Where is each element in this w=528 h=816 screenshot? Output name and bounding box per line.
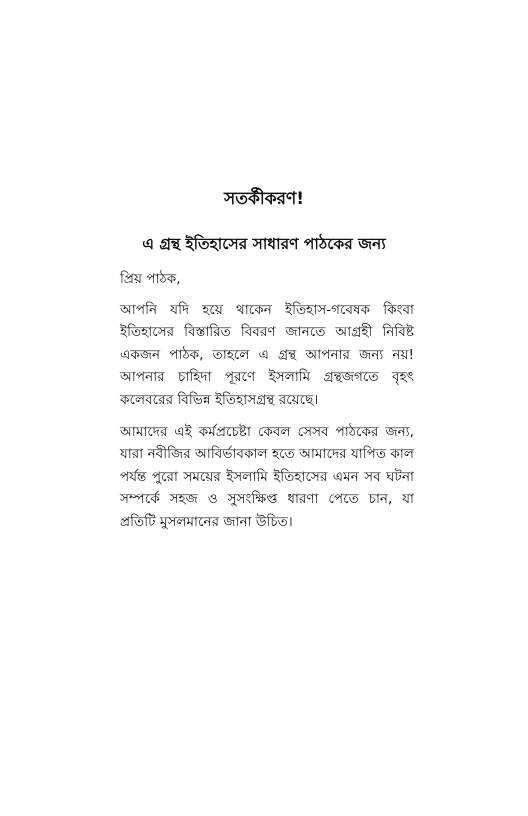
page-subtitle: এ গ্রন্থ ইতিহাসের সাধারণ পাঠকের জন্য xyxy=(142,235,386,253)
salutation: প্রিয় পাঠক, xyxy=(120,271,181,287)
body-text xyxy=(120,268,414,543)
page-title: সতর্কীকরণ! xyxy=(223,189,305,209)
paragraph-2: আমাদের এই কর্মপ্রচেষ্টা কেবল সেসব পাঠকের জন্য, যারা নবীজির আবির্ভাবকাল হতে আমাদের যাপিত কাল পর্যন্ত পুরো সময়ের ইসলামি ইতিহাসের এমন সব ঘটনা সম্পর্কে সহজ ও সুসংক্ষিপ্ত ধারণা পেতে চান, যা প্রতিটি মুসলমানের জানা উচিত। xyxy=(120,423,414,530)
paragraph-1: আপনি যদি হয়ে থাকেন ইতিহাস-গবেষক কিংবা ইতিহাসের বিস্তারিত বিবরণ জানতে আগ্রহী নিবিষ্ট একজন পাঠক, তাহলে এ গ্রন্থ আপনার জন্য নয়! আপনার চাহিদা পূরণে ইসলামি গ্রন্থজগতে বৃহৎ কলেবরের বিভিন্ন ইতিহাসগ্রন্থ রয়েছে। xyxy=(120,301,414,408)
